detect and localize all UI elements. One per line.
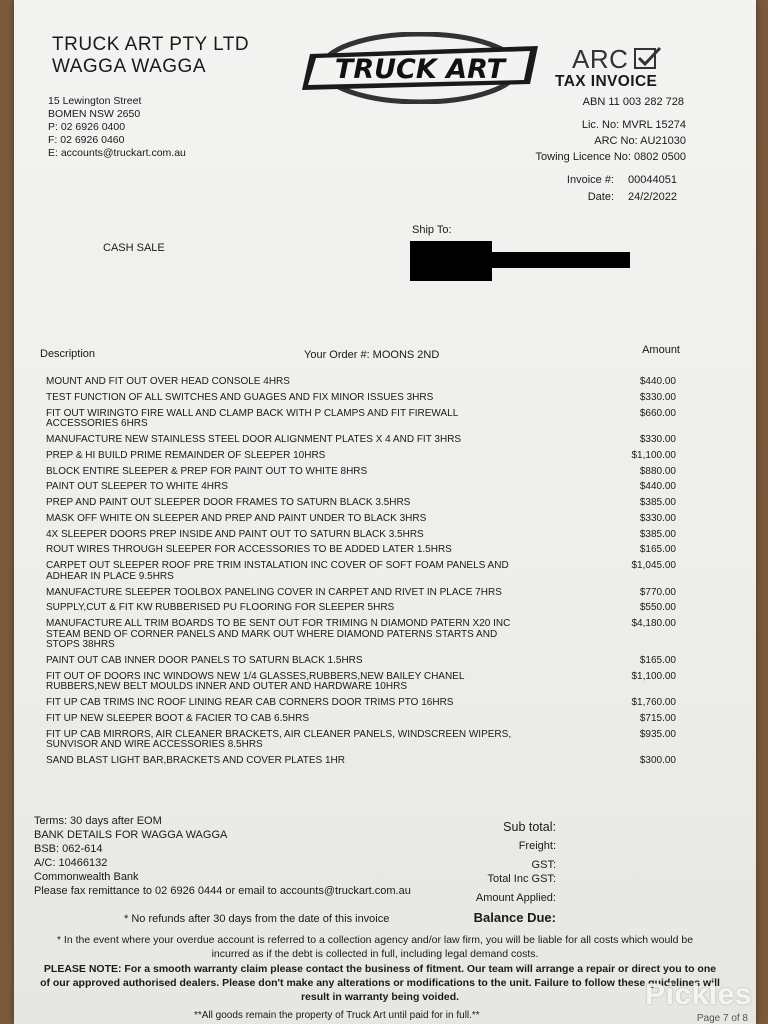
line-item (46, 530, 676, 541)
line-item (46, 656, 676, 667)
line-item (46, 588, 676, 599)
line-item (46, 714, 676, 725)
line-item-amount: $4,180.00 (631, 618, 676, 630)
line-item-description: MASK OFF WHITE ON SLEEPER AND PREP AND PAINT UNDER TO BLACK 3HRS (46, 512, 427, 524)
refund-note: * No refunds after 30 days from the date of this invoice (124, 913, 390, 925)
line-item-description: FIT UP CAB TRIMS INC ROOF LINING REAR CAB CORNERS DOOR TRIMS PTO 16HRS (46, 697, 454, 709)
line-item (46, 756, 676, 767)
line-item-description: PAINT OUT CAB INNER DOOR PANELS TO SATURN BLACK 1.5HRS (46, 655, 363, 667)
invoice-meta: Invoice #: 00044051 Date: 24/2/2022 (536, 172, 677, 206)
line-item (46, 672, 676, 693)
line-item-amount: $880.00 (639, 465, 676, 477)
invoice-number: 00044051 (628, 174, 677, 186)
line-item-amount: $1,100.00 (631, 670, 676, 682)
line-item-amount: $165.00 (639, 655, 676, 667)
line-items (46, 377, 676, 772)
arc-logo: ARC (572, 44, 629, 74)
line-item-description: CARPET OUT SLEEPER ROOF PRE TRIM INSTALATION INC COVER OF SOFT FOAM PANELS AND ADHEAR IN PLACE 9.5HRS (46, 560, 509, 582)
line-item (46, 603, 676, 614)
suburb: BOMEN NSW 2650 (48, 108, 141, 120)
line-item (46, 435, 676, 446)
line-item (46, 451, 676, 462)
line-item-amount: $440.00 (639, 376, 676, 387)
line-item (46, 498, 676, 509)
subtotal-label: Sub total: (503, 820, 556, 834)
company-address (48, 95, 186, 160)
line-item-amount: $330.00 (639, 433, 676, 445)
line-item-amount: $300.00 (639, 755, 676, 767)
line-item-description: MOUNT AND FIT OUT OVER HEAD CONSOLE 4HRS (46, 376, 290, 387)
warranty-note: PLEASE NOTE: For a smooth warranty claim please contact the business of fitment. Our team will arrange a repair or direct you to one of our approved authorised dealers. Please don't make any alterations or modifications to the unit. Failure to follow these guidelines will result in warranty being voided. (40, 963, 720, 1003)
line-item-description: MANUFACTURE NEW STAINLESS STEEL DOOR ALIGNMENT PLATES X 4 AND FIT 3HRS (46, 433, 462, 445)
line-item (46, 377, 676, 388)
order-number: Your Order #: MOONS 2ND (304, 349, 440, 361)
line-item (46, 409, 676, 430)
phone: P: 02 6926 0400 (48, 121, 126, 133)
watermark: Pickles (645, 978, 752, 1011)
line-item-amount: $440.00 (639, 481, 676, 493)
line-item-amount: $1,045.00 (631, 560, 676, 572)
svg-text:TRUCK ART: TRUCK ART (334, 54, 506, 85)
street: 15 Lewington Street (48, 95, 142, 107)
fax: F: 02 6926 0460 (48, 134, 125, 146)
line-item-amount: $385.00 (639, 497, 676, 509)
line-item-description: TEST FUNCTION OF ALL SWITCHES AND GUAGES AND FIX MINOR ISSUES 3HRS (46, 391, 434, 403)
page-number: Page 7 of 8 (696, 1013, 748, 1024)
line-item (46, 482, 676, 493)
line-item (46, 514, 676, 525)
line-item-amount: $330.00 (639, 512, 676, 524)
totals-block (460, 818, 556, 927)
line-item (46, 393, 676, 404)
line-item-description: ROUT WIRES THROUGH SLEEPER FOR ACCESSORIES TO BE ADDED LATER 1.5HRS (46, 544, 452, 556)
line-item-description: PREP & HI BUILD PRIME REMAINDER OF SLEEPER 10HRS (46, 449, 326, 461)
licence-numbers: Lic. No: MVRL 15274 ARC No: AU21030 Towing Licence No: 0802 0500 (535, 119, 686, 163)
line-item (46, 698, 676, 709)
amount-applied-label: Amount Applied: (475, 892, 556, 904)
line-item (46, 730, 676, 751)
line-item (46, 619, 676, 651)
line-item-description: FIT UP CAB MIRRORS, AIR CLEANER BRACKETS, AIR CLEANER PANELS, WINDSCREEN WIPERS, SUNVISOR AND WIRE ACCESSORIES 8.5HRS (46, 728, 512, 751)
line-item-description: BLOCK ENTIRE SLEEPER & PREP FOR PAINT OUT TO WHITE 8HRS (46, 465, 368, 477)
collection-note: * In the event where your overdue account is referred to a collection agency and/or law firm, you will be liable for all costs which would be incurred as if the debt is collected in full, including legal demand costs. (56, 934, 694, 960)
line-item-amount: $935.00 (639, 728, 676, 740)
line-item-description: MANUFACTURE SLEEPER TOOLBOX PANELING COVER IN CARPET AND RIVET IN PLACE 7HRS (46, 586, 502, 598)
line-item-description: FIT UP NEW SLEEPER BOOT & FACIER TO CAB 6.5HRS (46, 713, 310, 725)
abn: ABN 11 003 282 728 (582, 96, 684, 108)
redaction-block (410, 241, 492, 281)
balance-due-label: Balance Due: (473, 910, 556, 925)
line-item (46, 467, 676, 478)
line-item-amount: $330.00 (639, 391, 676, 403)
line-item-amount: $660.00 (639, 407, 676, 419)
company-name: TRUCK ART PTY LTD WAGGA WAGGA (52, 34, 250, 77)
ship-to-label: Ship To: (412, 224, 452, 236)
gst-label: GST: (531, 859, 556, 871)
line-item-description: SUPPLY,CUT & FIT KW RUBBERISED PU FLOORING FOR SLEEPER 5HRS (46, 602, 395, 614)
invoice-date: 24/2/2022 (628, 191, 677, 203)
document-title: TAX INVOICE (555, 73, 658, 90)
line-item-amount: $165.00 (639, 544, 676, 556)
line-item (46, 545, 676, 556)
line-item-description: FIT OUT OF DOORS INC WINDOWS NEW 1/4 GLASSES,RUBBERS,NEW BAILEY CHANEL RUBBERS,NEW BELT MOULDS INNER AND OUTER AND HARDWARE 10HRS (46, 670, 465, 693)
line-item-amount: $550.00 (639, 602, 676, 614)
payment-terms: Terms: 30 days after EOM BANK DETAILS FOR WAGGA WAGGA BSB: 062-614 A/C: 10466132 Commonwealth Bank Please fax remittance to 02 6926 0444 or email to accounts@truckart.com.au (34, 815, 411, 897)
line-item-description: PAINT OUT SLEEPER TO WHITE 4HRS (46, 481, 228, 493)
line-item-amount: $1,100.00 (631, 449, 676, 461)
line-item-amount: $1,760.00 (631, 697, 676, 709)
line-item-description: 4X SLEEPER DOORS PREP INSIDE AND PAINT OUT TO SATURN BLACK 3.5HRS (46, 528, 424, 540)
line-item-description: FIT OUT WIRINGTO FIRE WALL AND CLAMP BACK WITH P CLAMPS AND FIT FIREWALL ACCESSORIES 6HRS (46, 407, 458, 430)
line-item (46, 561, 676, 582)
line-item-description: SAND BLAST LIGHT BAR,BRACKETS AND COVER PLATES 1HR (46, 755, 345, 767)
line-item-amount: $770.00 (639, 586, 676, 598)
customer-name: CASH SALE (103, 242, 165, 254)
amount-header: Amount (642, 344, 680, 356)
line-item-description: PREP AND PAINT OUT SLEEPER DOOR FRAMES TO SATURN BLACK 3.5HRS (46, 497, 411, 509)
email: E: accounts@truckart.com.au (48, 147, 186, 159)
arc-check-icon (634, 46, 662, 70)
total-inc-label: Total Inc GST: (487, 873, 556, 885)
line-item-amount: $715.00 (639, 713, 676, 725)
line-item-amount: $385.00 (639, 528, 676, 540)
goods-note: **All goods remain the property of Truck Art until paid for in full.** (194, 1010, 480, 1021)
line-item-description: MANUFACTURE ALL TRIM BOARDS TO BE SENT OUT FOR TRIMING N DIAMOND PATERN X20 INC STEAM BEND OF CORNER PANELS AND MARK OUT WHERE DIAMOND PATERNS STARTS AND STOPS 38HRS (46, 618, 511, 651)
truck-art-logo (298, 32, 543, 104)
freight-label: Freight: (518, 840, 556, 852)
redaction-block (490, 252, 630, 268)
description-header: Description (40, 348, 96, 360)
